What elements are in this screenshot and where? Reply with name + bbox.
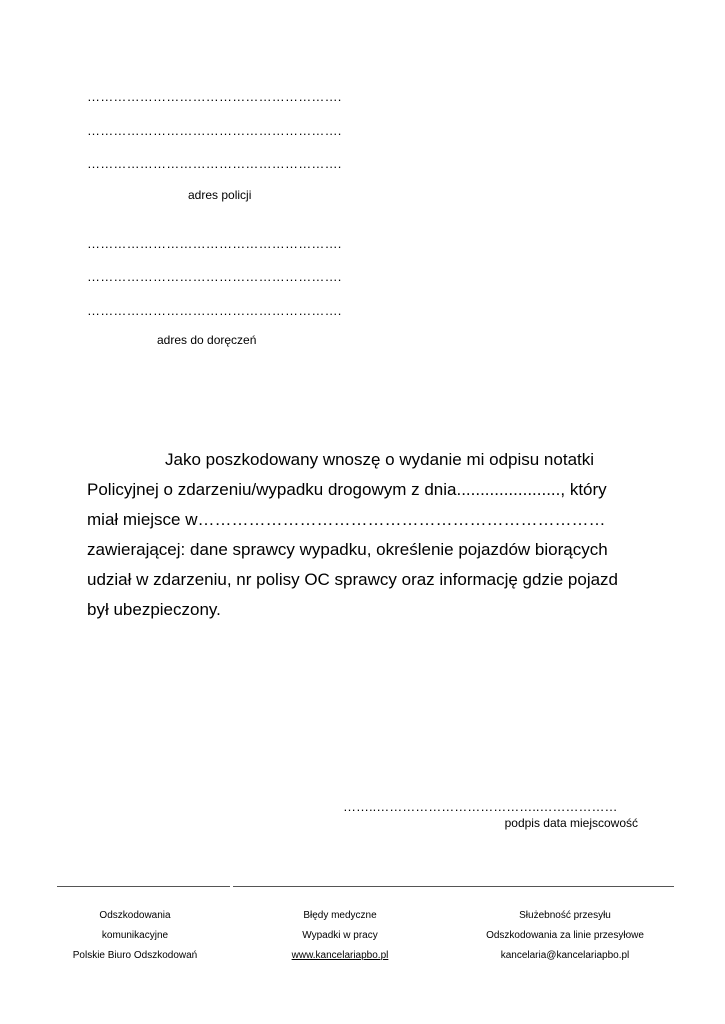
footer-col2-line-1: Błędy medyczne (303, 910, 377, 921)
request-paragraph (87, 445, 647, 625)
delivery-address-label: adres do doręczeń (157, 333, 257, 347)
signature-label: podpis data miejscowość (504, 816, 638, 830)
footer-divider-left (57, 886, 230, 887)
request-line-4: zawierającej: dane sprawcy wypadku, określenie pojazdów biorących (87, 540, 608, 559)
delivery-address-line-3: …………………………………………………. (87, 303, 342, 318)
request-line-6: był ubezpieczony. (87, 600, 221, 619)
footer-col2-line-2: Wypadki w pracy (302, 930, 378, 941)
police-address-line-1: …………………………………………………. (87, 89, 342, 104)
footer-col1-line-1: Odszkodowania (99, 910, 171, 921)
email-address: kancelaria@kancelariapbo.pl (500, 950, 630, 961)
footer-divider-right (233, 886, 674, 887)
website-link[interactable]: www.kancelariapbo.pl (291, 950, 389, 961)
police-address-line-2: …………………………………………………. (87, 123, 342, 138)
delivery-address-line-1: …………………………………………………. (87, 236, 342, 251)
footer-column-3 (470, 906, 660, 966)
request-line-3: miał miejsce w……………………………………………………………… (87, 510, 606, 529)
request-line-1: Jako poszkodowany wnoszę o wydanie mi odpisu notatki (165, 450, 595, 469)
footer-column-1 (60, 906, 210, 966)
footer-col3-line-1: Służebność przesyłu (519, 910, 611, 921)
police-address-line-3: …………………………………………………. (87, 156, 342, 171)
delivery-address-line-2: …………………………………………………. (87, 269, 342, 284)
request-line-2: Policyjnej o zdarzeniu/wypadku drogowym z dnia......................, który (87, 480, 607, 499)
police-address-label: adres policji (188, 188, 252, 202)
footer-col1-line-3: Polskie Biuro Odszkodowań (72, 950, 198, 961)
footer-column-2 (265, 906, 415, 966)
request-line-5: udział w zdarzeniu, nr polisy OC sprawcy oraz informację gdzie pojazd (87, 570, 619, 589)
footer-col1-line-2: komunikacyjne (101, 930, 169, 941)
footer-col3-line-2: Odszkodowania za linie przesyłowe (486, 930, 644, 941)
signature-line: ……..………………………………..……………… (343, 799, 618, 814)
